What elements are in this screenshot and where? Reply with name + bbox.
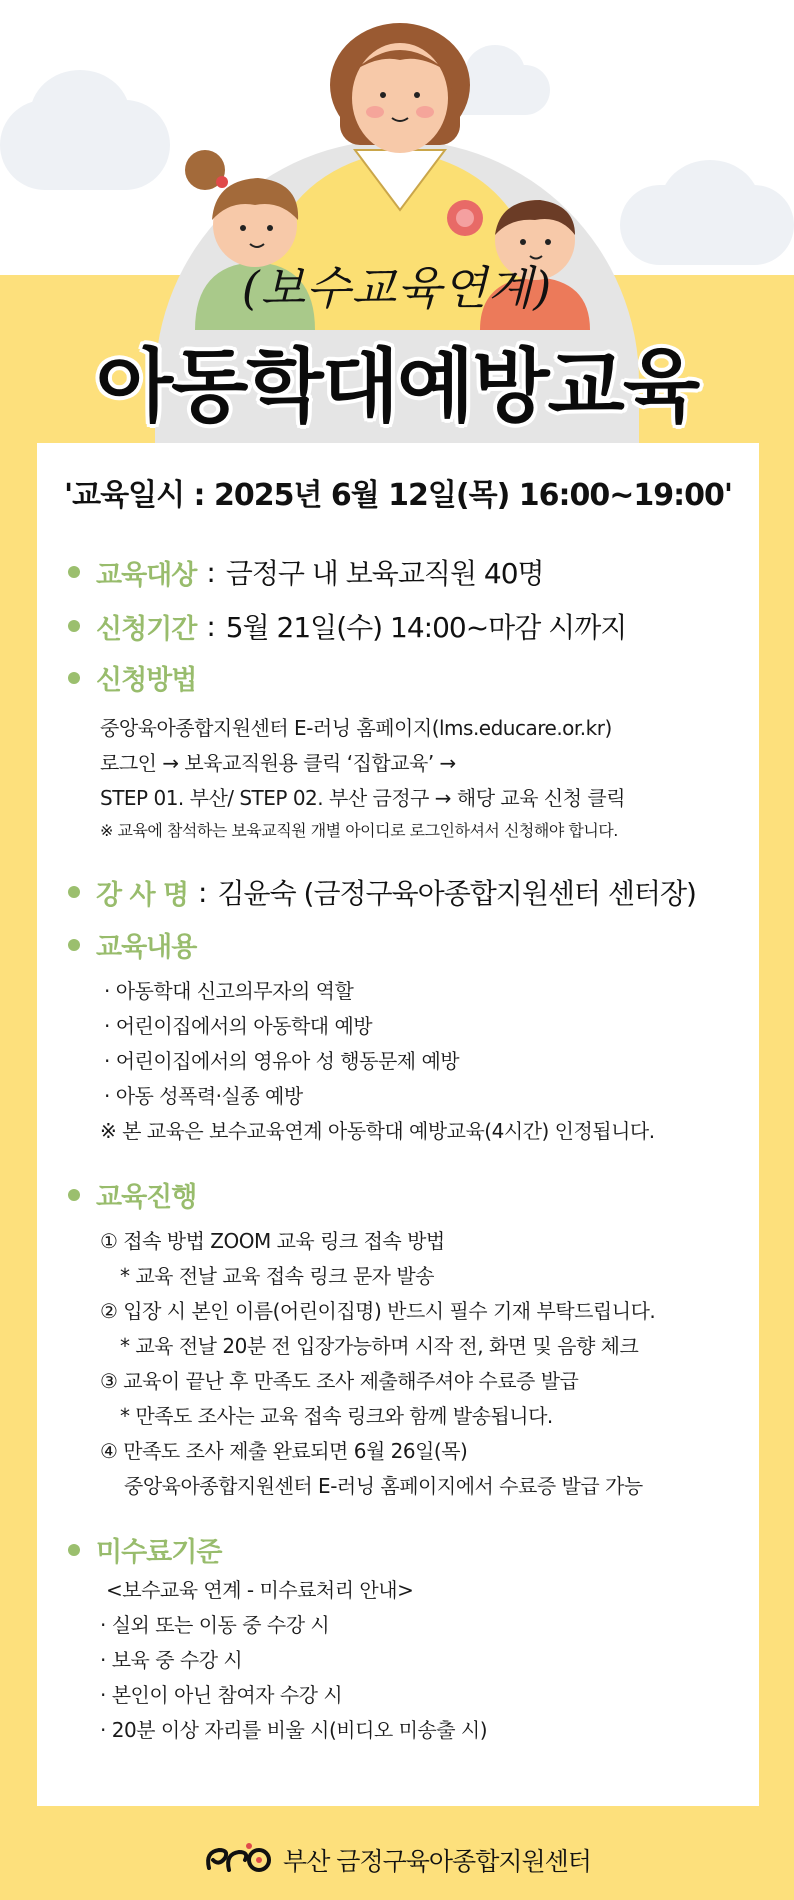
- progress-note: * 교육 전날 20분 전 입장가능하며 시작 전, 화면 및 음향 체크: [120, 1334, 639, 1358]
- period-row: [68, 606, 626, 646]
- instructor-label: 강 사 명: [96, 879, 189, 911]
- content-item: · 어린이집에서의 영유아 성 행동문제 예방: [104, 1049, 460, 1073]
- criteria-item: · 보육 중 수강 시: [100, 1648, 243, 1672]
- progress-note: * 교육 전날 교육 접속 링크 문자 발송: [120, 1264, 434, 1288]
- footer-org-name: 부산 금정구육아종합지원센터: [283, 1847, 591, 1876]
- bullet-icon: [68, 566, 80, 578]
- center-logo-icon: [203, 1840, 273, 1880]
- content-item: · 아동 성폭력·실종 예방: [104, 1084, 303, 1108]
- method-line: 로그인 → 보육교직원용 클릭 ‘집합교육’ →: [100, 751, 456, 775]
- method-label: 신청방법: [96, 665, 197, 696]
- target-label: 교육대상: [96, 559, 197, 591]
- progress-step: ① 접속 방법 ZOOM 교육 링크 접속 방법: [100, 1229, 445, 1253]
- bullet-icon: [68, 672, 80, 684]
- instructor-value: 김윤숙 (금정구육아종합지원센터 센터장): [217, 877, 696, 910]
- period-colon: :: [206, 609, 216, 643]
- progress-row: [68, 1175, 196, 1214]
- method-line: 중앙육아종합지원센터 E-러닝 홈페이지(lms.educare.or.kr): [100, 716, 612, 740]
- progress-note: 중앙육아종합지원센터 E-러닝 홈페이지에서 수료증 발급 가능: [124, 1474, 643, 1498]
- content-item: · 아동학대 신고의무자의 역할: [104, 979, 354, 1003]
- criteria-row: [68, 1530, 221, 1569]
- criteria-item: · 본인이 아닌 참여자 수강 시: [100, 1683, 343, 1707]
- content-row: [68, 925, 196, 964]
- education-date: '교육일시 : 2025년 6월 12일(목) 16:00~19:00': [63, 478, 733, 513]
- bullet-icon: [68, 939, 80, 951]
- footer: [0, 1840, 794, 1880]
- bullet-icon: [68, 1189, 80, 1201]
- bullet-icon: [68, 1544, 80, 1556]
- period-value: 5월 21일(수) 14:00~마감 시까지: [225, 611, 627, 644]
- method-note: ※ 교육에 참석하는 보육교직원 개별 아이디로 로그인하셔서 신청해야 합니다.: [100, 821, 618, 840]
- criteria-item: · 실외 또는 이동 중 수강 시: [100, 1613, 330, 1637]
- progress-step: ④ 만족도 조사 제출 완료되면 6월 26일(목): [100, 1439, 468, 1463]
- method-line: STEP 01. 부산/ STEP 02. 부산 금정구 → 해당 교육 신청 클릭: [100, 786, 626, 810]
- target-colon: :: [206, 555, 216, 589]
- progress-label: 교육진행: [96, 1182, 197, 1213]
- criteria-item: · 20분 이상 자리를 비울 시(비디오 미송출 시): [100, 1718, 488, 1742]
- progress-note: * 만족도 조사는 교육 접속 링크와 함께 발송됩니다.: [120, 1404, 553, 1428]
- bullet-icon: [68, 886, 80, 898]
- method-row: [68, 658, 196, 697]
- subtitle: (보수교육연계): [241, 261, 553, 315]
- target-row: [68, 552, 544, 592]
- bullet-icon: [68, 620, 80, 632]
- progress-step: ② 입장 시 본인 이름(어린이집명) 반드시 필수 기재 부탁드립니다.: [100, 1299, 656, 1323]
- instructor-colon: :: [198, 875, 208, 909]
- target-value: 금정구 내 보육교직원 40명: [225, 557, 544, 590]
- content-label: 교육내용: [96, 932, 197, 963]
- content-item: · 어린이집에서의 아동학대 예방: [104, 1014, 373, 1038]
- period-label: 신청기간: [96, 613, 197, 645]
- instructor-row: [68, 872, 696, 912]
- progress-step: ③ 교육이 끝난 후 만족도 조사 제출해주셔야 수료증 발급: [100, 1369, 579, 1393]
- page-title: 아동학대예방교육: [95, 340, 699, 433]
- criteria-heading: <보수교육 연계 - 미수료처리 안내>: [106, 1578, 414, 1602]
- criteria-label: 미수료기준: [96, 1537, 222, 1568]
- content-note: ※ 본 교육은 보수교육연계 아동학대 예방교육(4시간) 인정됩니다.: [100, 1119, 655, 1143]
